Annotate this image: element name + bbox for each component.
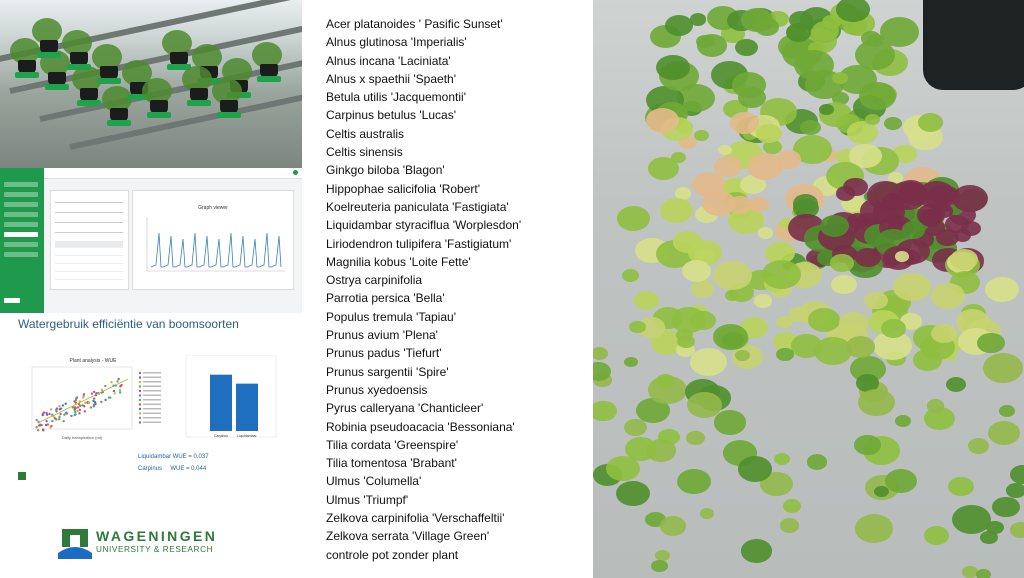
legend-marker: [139, 376, 141, 378]
wue-bar: [236, 384, 258, 431]
scale-unit: [37, 52, 61, 58]
legend-entry: [143, 404, 161, 406]
scatter-point: [116, 380, 118, 382]
plant-foliage: [855, 514, 893, 542]
plant-foliage: [881, 319, 906, 338]
plant-foliage: [819, 104, 834, 115]
species-item: Prunus sargentii 'Spire': [326, 364, 449, 379]
carpinus-wue-label: Carpinus WUE = 0.044: [138, 466, 207, 472]
legend-marker: [139, 412, 141, 414]
scale-unit: [77, 100, 101, 106]
plant-foliage: [741, 8, 773, 32]
scatter-point: [83, 393, 85, 395]
scatter-point: [104, 385, 106, 387]
species-item: Magnilia kobus 'Loite Fette': [326, 254, 471, 269]
plant-foliage: [858, 389, 895, 417]
scatter-point: [114, 392, 116, 394]
filter-field: [55, 217, 123, 223]
species-item: Ginkgo biloba 'Blagon': [326, 163, 445, 178]
plant-foliage: [593, 347, 608, 360]
sidebar-item: [4, 252, 38, 257]
scatter-point: [75, 401, 77, 403]
scale-unit: [217, 112, 241, 118]
filter-panel: [50, 190, 129, 290]
species-item: Pyrus calleryana 'Chanticleer': [326, 401, 484, 416]
plant-foliage: [690, 348, 728, 376]
plant-foliage: [655, 550, 670, 561]
plant-foliage: [660, 516, 686, 535]
scatter-point: [108, 396, 110, 398]
plant-foliage: [700, 508, 714, 519]
species-item: Alnus incana 'Laciniata': [326, 53, 451, 68]
scatter-point: [81, 404, 83, 406]
scatter-point: [42, 428, 44, 430]
legend-entry: [143, 395, 161, 397]
dashboard-topbar: [44, 168, 302, 179]
plant-foliage: [895, 415, 911, 427]
species-item: Tilia cordata 'Greenspire': [326, 437, 459, 452]
wue-bar-chart: [178, 355, 278, 445]
sidebar-item: [4, 222, 38, 227]
scatter-point: [93, 397, 95, 399]
plant-foliage: [686, 431, 704, 445]
scatter-point: [45, 412, 47, 414]
scatter-point: [110, 381, 112, 383]
plant-foliage: [1010, 522, 1024, 538]
legend-marker: [139, 390, 141, 392]
scatter-point: [79, 405, 81, 407]
species-item: Alnus glutinosa 'Imperialis': [326, 35, 467, 50]
scatter-title: Plant analysis - WUE: [69, 358, 117, 364]
plant-foliage: [677, 469, 711, 494]
sidebar-item: [4, 192, 38, 197]
plant-foliage: [738, 456, 772, 482]
plant-foliage: [976, 569, 991, 578]
plant-foliage: [893, 273, 931, 301]
scatter-point: [92, 400, 94, 402]
plant-foliage: [593, 401, 617, 422]
scatter-point: [49, 426, 51, 428]
plant-foliage: [646, 108, 679, 133]
sidebar-item: [4, 182, 38, 187]
scatter-point: [42, 414, 44, 416]
plant-foliage: [754, 294, 771, 307]
sidebar-item: [4, 242, 38, 247]
list-item: [55, 257, 123, 264]
plant-foliage: [992, 497, 1020, 518]
scatter-point: [119, 389, 121, 391]
graph-title: Graph viewer: [198, 205, 228, 211]
plant-foliage: [880, 17, 920, 47]
scatter-point: [55, 418, 57, 420]
plant-foliage: [931, 283, 965, 308]
plant-foliage: [660, 198, 693, 223]
plant-foliage: [730, 112, 758, 133]
plant-foliage: [758, 227, 773, 238]
wue-bar-label: Liquidambar: [237, 434, 257, 438]
legend-marker: [139, 417, 141, 419]
plant-foliage: [945, 215, 969, 233]
scatter-point: [35, 426, 37, 428]
plant-foliage: [830, 254, 853, 272]
legend-marker: [139, 372, 141, 374]
plant-foliage: [762, 260, 801, 289]
plant-foliage: [747, 153, 783, 180]
plant-foliage: [677, 335, 695, 348]
species-item: Acer platanoides ' Pasific Sunset': [326, 17, 503, 31]
sidebar-item-active: [4, 232, 38, 237]
scatter-point: [37, 429, 39, 431]
graph-panel: [132, 190, 294, 290]
scatter-point: [84, 410, 86, 412]
plant-foliage: [968, 438, 989, 454]
species-item: Ulmus 'Columella': [326, 474, 422, 489]
scatter-point: [100, 401, 102, 403]
species-item: Liquidambar styraciflua 'Worplesdon': [326, 218, 522, 233]
plant-foliage: [725, 290, 739, 301]
wur-logo-icon: [58, 527, 92, 559]
scatter-point: [119, 385, 121, 387]
scatter-point: [77, 406, 79, 408]
species-item: Parrotia persica 'Bella': [326, 291, 445, 306]
plant-foliage: [673, 231, 702, 252]
species-item: Zelkova serrata 'Village Green': [326, 529, 490, 544]
plant-foliage: [832, 72, 848, 84]
legend-entry: [143, 377, 161, 379]
plant-foliage: [895, 251, 909, 262]
plant-foliage: [625, 437, 657, 461]
plant-foliage: [999, 405, 1015, 417]
plant-foliage: [831, 275, 856, 294]
wue-bar: [210, 375, 232, 431]
plant-foliage: [985, 277, 1019, 302]
plant-foliage: [952, 185, 988, 212]
plant-foliage: [776, 348, 794, 361]
scatter-point: [65, 403, 67, 405]
legend-entry: [143, 386, 161, 388]
filter-field: [55, 197, 123, 203]
scale-unit: [187, 100, 211, 106]
plant-foliage: [800, 120, 820, 135]
plant-foliage: [682, 260, 711, 282]
scale-unit: [107, 120, 131, 126]
plant-foliage: [624, 357, 638, 368]
scatter-point: [76, 396, 78, 398]
dashboard-screenshot: [0, 168, 302, 313]
scale-unit: [15, 72, 39, 78]
legend-entry: [143, 422, 161, 424]
sidebar-button: [4, 298, 20, 303]
plant-foliage: [948, 477, 973, 496]
legend-marker: [139, 421, 141, 423]
plant-foliage: [702, 191, 735, 216]
scatter-point: [51, 420, 53, 422]
scatter-point: [94, 403, 96, 405]
species-item: Hippophae salicifolia 'Robert': [326, 181, 481, 196]
species-item: controle pot zonder plant: [326, 547, 459, 562]
plant-foliage: [950, 249, 978, 270]
plant-foliage: [756, 124, 782, 143]
scatter-point: [36, 419, 38, 421]
legend-entry: [143, 413, 161, 415]
legend-entry: [143, 372, 161, 374]
legend-marker: [139, 399, 141, 401]
plant-foliage: [1006, 483, 1024, 498]
plant-foliage: [634, 291, 659, 310]
scatter-point: [90, 406, 92, 408]
scatter-point: [74, 411, 76, 413]
scatter-point: [59, 408, 61, 410]
small-wur-logo-icon: [18, 472, 26, 480]
scatter-point: [55, 410, 57, 412]
plant-foliage: [749, 197, 769, 212]
wue-bar-label: Carpinus: [213, 434, 229, 438]
plant-foliage: [656, 55, 690, 81]
list-item: [55, 265, 123, 272]
plant-foliage: [616, 481, 650, 506]
species-item: Populus tremula 'Tapiau': [326, 309, 456, 324]
scatter-point: [48, 413, 50, 415]
species-item: Liriodendron tulipifera 'Fastigiatum': [326, 236, 512, 251]
legend-marker: [139, 385, 141, 387]
plant-foliage: [629, 321, 645, 333]
scatter-point: [113, 390, 115, 392]
wue-section-title: Watergebruik efficiëntie van boomsoorten: [18, 317, 239, 331]
species-item: Celtis australis: [326, 126, 405, 141]
species-item: Tilia tomentosa 'Brabant': [326, 456, 457, 471]
species-item: Ostrya carpinifolia: [326, 273, 423, 288]
sidebar-item: [4, 202, 38, 207]
plant-foliage: [658, 429, 680, 445]
scatter-point: [76, 410, 78, 412]
scatter-point: [74, 414, 76, 416]
scatter-point: [63, 420, 65, 422]
scatter-point: [38, 424, 40, 426]
plant-foliage: [977, 333, 1005, 354]
plant-foliage: [617, 206, 650, 231]
plant-foliage: [780, 518, 799, 533]
scatter-point: [43, 411, 45, 413]
scatter-point: [45, 420, 47, 422]
sidebar-item: [4, 212, 38, 217]
scatter-point: [73, 408, 75, 410]
plant-foliage: [651, 560, 668, 572]
species-item: Robinia pseudoacacia 'Bessoniana': [326, 419, 515, 434]
plant-foliage: [807, 454, 828, 469]
plant-foliage: [783, 499, 802, 513]
greenhouse-photo: [0, 0, 302, 168]
species-item: Prunus xyedoensis: [326, 382, 428, 397]
species-item: Carpinus betulus 'Lucas': [326, 108, 456, 123]
plants-photo: [593, 0, 1024, 578]
plant-foliage: [884, 117, 901, 130]
plant-foliage: [946, 377, 966, 392]
liquidambar-wue-label: Liquidambar WUE = 0.037: [138, 454, 209, 460]
scatter-point: [119, 391, 121, 393]
plant-foliage: [859, 82, 896, 110]
plant-foliage: [885, 469, 917, 493]
plant-foliage: [839, 312, 868, 334]
plant-foliage: [931, 324, 957, 344]
black-pot: [923, 0, 1024, 90]
scatter-point: [58, 405, 60, 407]
scatter-point: [58, 418, 60, 420]
scatter-point: [79, 409, 81, 411]
scatter-point: [65, 412, 67, 414]
plant-foliage: [918, 113, 944, 132]
species-item: Ulmus 'Triumpf': [326, 492, 409, 507]
species-item: Koelreuteria paniculata 'Fastigiata': [326, 199, 509, 214]
scatter-point: [58, 416, 60, 418]
status-dot-icon: [293, 170, 298, 175]
species-item: Celtis sinensis: [326, 145, 403, 160]
filter-field: [55, 227, 123, 233]
species-item: Prunus avium 'Plena': [326, 328, 438, 343]
plant-foliage: [927, 399, 945, 412]
legend-entry: [143, 390, 161, 392]
plant-foliage: [776, 316, 793, 329]
scatter-legend: [139, 372, 161, 424]
plant-foliage: [988, 421, 1020, 445]
plant-foliage: [843, 178, 868, 196]
plant-foliage: [774, 453, 790, 465]
list-item: [55, 241, 123, 248]
plant-foliage: [696, 35, 715, 49]
scatter-point: [50, 408, 52, 410]
legend-marker: [139, 381, 141, 383]
legend-entry: [143, 408, 161, 410]
scatter-point: [63, 413, 65, 415]
species-list: [326, 15, 586, 564]
scatter-x-label: Daily transpiration (ml): [61, 435, 103, 440]
scatter-point: [101, 389, 103, 391]
plant-foliage: [741, 539, 773, 563]
scatter-point: [70, 415, 72, 417]
scatter-point: [62, 404, 64, 406]
plant-foliage: [924, 526, 949, 545]
filter-field: [55, 207, 123, 213]
scatter-point: [104, 399, 106, 401]
plant-foliage: [854, 435, 880, 455]
plant-foliage: [902, 221, 925, 238]
plant-foliage: [865, 114, 880, 125]
plant-foliage: [735, 350, 750, 361]
legend-entry: [143, 417, 161, 419]
scale-unit: [97, 78, 121, 84]
scatter-point: [88, 402, 90, 404]
plant-foliage: [687, 392, 722, 419]
plant-foliage: [882, 193, 906, 211]
scatter-point: [47, 423, 49, 425]
scatter-chart: [18, 355, 168, 445]
legend-marker: [139, 408, 141, 410]
plant-foliage: [794, 50, 834, 80]
wur-logo-subtitle: UNIVERSITY & RESEARCH: [96, 545, 214, 554]
list-item: [55, 249, 123, 256]
plant-foliage: [789, 11, 814, 29]
scale-unit: [147, 112, 171, 118]
plant-foliage: [983, 353, 1023, 383]
plant-foliage: [622, 269, 639, 282]
scatter-point: [84, 402, 86, 404]
plant-foliage: [714, 410, 747, 434]
list-item: [55, 273, 123, 280]
species-item: Prunus padus 'Tiefurt': [326, 346, 442, 361]
species-item: Betula utilis 'Jacquemontii': [326, 90, 466, 105]
scatter-point: [78, 412, 80, 414]
plant-foliage: [735, 39, 758, 56]
species-item: Zelkova carpinifolia 'Verschaffeltii': [326, 511, 505, 526]
scatter-point: [91, 392, 93, 394]
legend-marker: [139, 403, 141, 405]
plant-foliage: [952, 505, 991, 535]
legend-entry: [143, 381, 161, 383]
scale-unit: [67, 64, 91, 70]
plant-foliage: [836, 0, 869, 22]
scatter-point: [117, 378, 119, 380]
plant-foliage: [1010, 465, 1024, 484]
scale-unit: [257, 76, 281, 82]
legend-entry: [143, 399, 161, 401]
species-item: Alnus x spaethii 'Spaeth': [326, 71, 456, 86]
legend-marker: [139, 394, 141, 396]
plant-foliage: [861, 31, 881, 46]
graph-plot: [139, 215, 287, 281]
plant-foliage: [691, 280, 714, 297]
scatter-point: [93, 391, 95, 393]
scale-unit: [45, 84, 69, 90]
plant-foliage: [713, 324, 748, 350]
scatter-point: [59, 413, 61, 415]
plant-foliage: [665, 15, 693, 36]
wur-logo-name: WAGENINGEN: [96, 528, 218, 544]
dashboard-sidebar: [0, 168, 44, 313]
plant-foliage: [671, 152, 686, 164]
